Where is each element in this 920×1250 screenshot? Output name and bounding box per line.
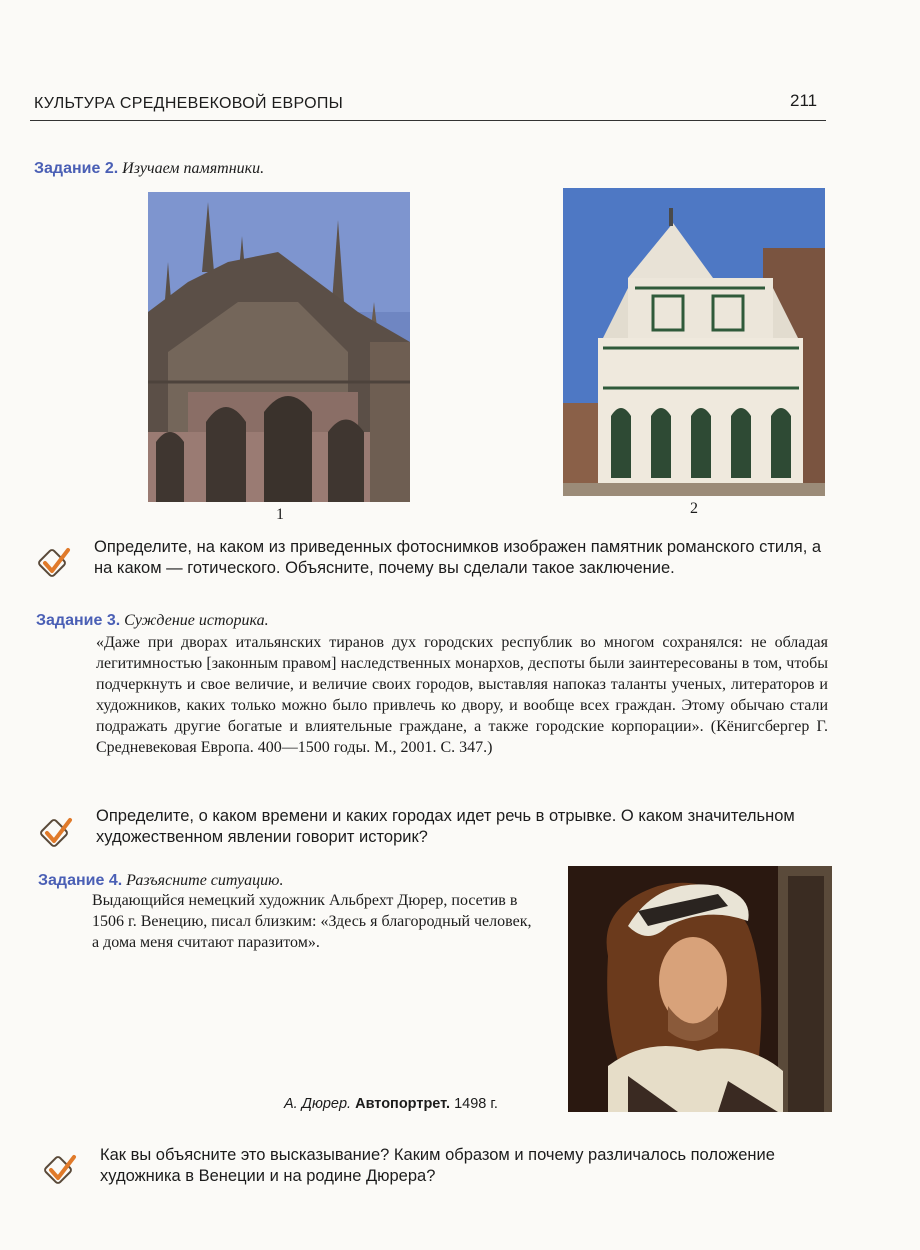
task3-title: Суждение историка. (124, 612, 269, 629)
gothic-cathedral-photo (148, 192, 410, 502)
task2-label: Задание 2. (34, 160, 119, 177)
task2-question: Определите, на каком из приведенных фотоснимков изображен памятник романского стиля, а на каком — готического. Объясните, почему вы сделали такое заключение. (94, 538, 822, 577)
portrait-caption-year: 1498 г. (454, 1096, 498, 1112)
photo1-number: 1 (276, 506, 284, 523)
gothic-cathedral-image (148, 192, 410, 502)
task4-heading (38, 872, 283, 890)
running-header-title: КУЛЬТУРА СРЕДНЕВЕКОВОЙ ЕВРОПЫ (34, 95, 344, 112)
task4-title: Разъясните ситуацию. (126, 872, 284, 889)
portrait-caption (284, 1096, 498, 1112)
task4-question: Как вы объясните это высказывание? Каким образом и почему различалось положение художника в Венеции и на родине Дюрера? (100, 1146, 775, 1185)
task4-text: Выдающийся немецкий художник Альбрехт Дюрер, посетив в 1506 г. Венецию, писал близким: «Здесь я благородный человек, а дома меня считают паразитом». (92, 892, 532, 951)
romanesque-church-photo (563, 188, 825, 496)
task3-quote: «Даже при дворах итальянских тиранов дух городских республик во многом сохранялся: не обладая легитимностью [законным правом] наследственных монархов, деспоты были заинтересованы в том, чтобы подчеркнуть и свое величие, и величие своих городов, выставляя напоказ таланты ученых, литераторов и художников, каких только можно было привлечь ко двору, и вообще всех граждан. Этому обычаю стали подражать другие богатые и влиятельные граждане, а также городские корпорации». (Кёнигсбергер Г. Средневековая Европа. 400—1500 годы. М., 2001. С. 347.) (96, 634, 828, 756)
task3-question: Определите, о каком времени и каких городах идет речь в отрывке. О каком значительном художественном явлении говорит историк? (96, 807, 795, 846)
page-number: 211 (790, 91, 818, 110)
task4-label: Задание 4. (38, 872, 123, 889)
portrait-caption-author: А. Дюрер. (284, 1096, 352, 1112)
durer-self-portrait (568, 866, 832, 1112)
romanesque-church-image (563, 188, 825, 496)
portrait-caption-work: Автопортрет. (355, 1096, 451, 1112)
durer-self-portrait-image (568, 866, 832, 1112)
task3-label: Задание 3. (36, 612, 121, 629)
header-divider (30, 120, 826, 121)
checkmark-icon (44, 1152, 78, 1186)
photo2-number: 2 (690, 500, 698, 517)
checkmark-icon (38, 545, 72, 579)
task2-title: Изучаем памятники. (122, 160, 265, 177)
task3-heading (36, 612, 269, 630)
task2-heading (34, 160, 264, 178)
checkmark-icon (40, 815, 74, 849)
